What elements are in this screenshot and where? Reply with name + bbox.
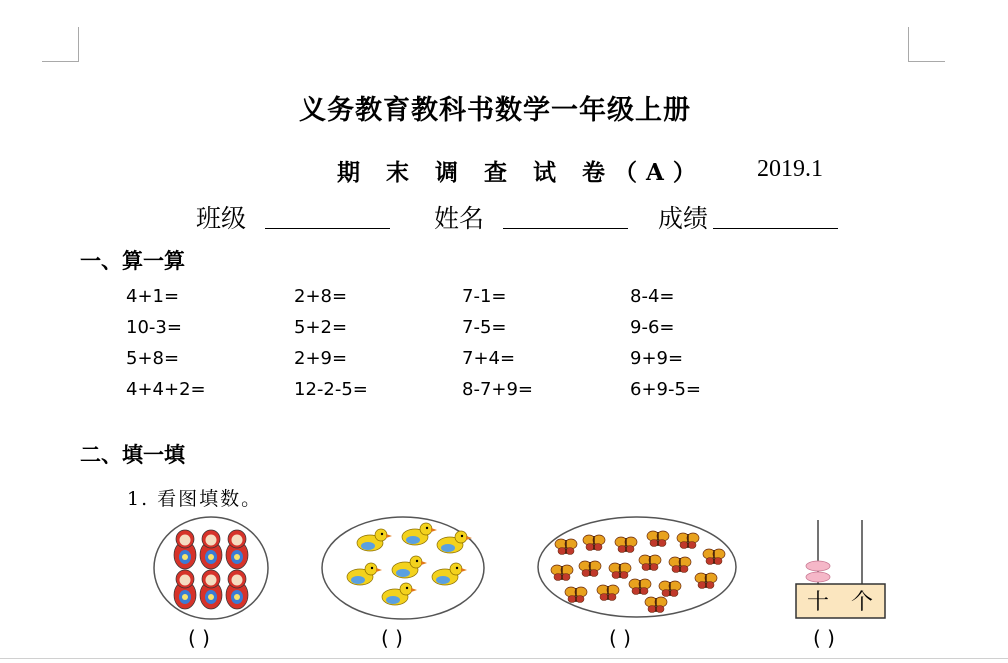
butterfly-icon bbox=[615, 537, 637, 553]
butterfly-icon bbox=[629, 579, 651, 595]
matryoshka-doll-icon bbox=[226, 570, 248, 609]
butterfly-icon bbox=[659, 581, 681, 597]
name-label: 姓名 bbox=[434, 204, 485, 233]
butterfly-icon bbox=[579, 561, 601, 577]
page-edge bbox=[0, 658, 1008, 659]
exam-subtitle: 期 末 调 查 试 卷（A） bbox=[337, 159, 705, 186]
arithmetic-problem: 9-6= bbox=[630, 317, 675, 338]
abacus-ones-label: 个 bbox=[850, 590, 874, 615]
crop-mark-top-left bbox=[42, 27, 79, 62]
abacus-bead-icon bbox=[806, 561, 830, 571]
answer-blank-butterflies[interactable]: ( ) bbox=[609, 626, 631, 650]
matryoshka-doll-icon bbox=[174, 530, 196, 569]
butterflies-picture bbox=[536, 515, 738, 619]
arithmetic-problem: 12-2-5= bbox=[294, 379, 368, 400]
matryoshka-doll-icon bbox=[200, 530, 222, 569]
butterfly-icon bbox=[677, 533, 699, 549]
butterfly-icon bbox=[551, 565, 573, 581]
butterfly-icon bbox=[647, 531, 669, 547]
class-blank[interactable] bbox=[265, 228, 390, 229]
butterfly-icon bbox=[609, 563, 631, 579]
arithmetic-problem: 7-5= bbox=[462, 317, 507, 338]
arithmetic-problem: 4+1= bbox=[126, 286, 180, 307]
matryoshka-doll-icon bbox=[200, 570, 222, 609]
section-1-heading: 一、算一算 bbox=[80, 249, 185, 273]
arithmetic-problem: 2+9= bbox=[294, 348, 348, 369]
arithmetic-problem: 4+4+2= bbox=[126, 379, 206, 400]
arithmetic-problem: 5+2= bbox=[294, 317, 348, 338]
answer-blank-abacus[interactable]: ( ) bbox=[813, 626, 835, 650]
abacus-bead-icon bbox=[806, 572, 830, 582]
matryoshka-doll-icon bbox=[174, 570, 196, 609]
butterfly-icon bbox=[703, 549, 725, 565]
abacus-picture bbox=[794, 518, 890, 622]
name-blank[interactable] bbox=[503, 228, 628, 229]
butterfly-icon bbox=[639, 555, 661, 571]
arithmetic-problem: 7+4= bbox=[462, 348, 516, 369]
arithmetic-problem: 10-3= bbox=[126, 317, 182, 338]
score-blank[interactable] bbox=[713, 228, 838, 229]
arithmetic-problem: 9+9= bbox=[630, 348, 684, 369]
butterfly-icon bbox=[669, 557, 691, 573]
answer-blank-ducks[interactable]: ( ) bbox=[381, 626, 403, 650]
section-2-heading: 二、填一填 bbox=[80, 443, 185, 467]
abacus-tens-label: 十 bbox=[806, 590, 830, 615]
matryoshka-doll-icon bbox=[226, 530, 248, 569]
arithmetic-problem: 7-1= bbox=[462, 286, 507, 307]
arithmetic-problem: 8-4= bbox=[630, 286, 675, 307]
arithmetic-problem: 8-7+9= bbox=[462, 379, 534, 400]
arithmetic-problem: 2+8= bbox=[294, 286, 348, 307]
butterfly-icon bbox=[645, 597, 667, 613]
butterfly-icon bbox=[555, 539, 577, 555]
class-label: 班级 bbox=[196, 204, 247, 233]
answer-blank-dolls[interactable]: ( ) bbox=[188, 626, 210, 650]
question-1-prompt: 1. 看图填数。 bbox=[127, 488, 263, 510]
butterfly-icon bbox=[597, 585, 619, 601]
butterfly-icon bbox=[583, 535, 605, 551]
document-title: 义务教育教科书数学一年级上册 bbox=[299, 95, 691, 126]
butterfly-icon bbox=[695, 573, 717, 589]
arithmetic-problem: 6+9-5= bbox=[630, 379, 702, 400]
crop-mark-top-right bbox=[908, 27, 945, 62]
ducks-picture bbox=[320, 515, 486, 621]
arithmetic-problem: 5+8= bbox=[126, 348, 180, 369]
score-label: 成绩 bbox=[658, 204, 709, 233]
butterfly-icon bbox=[565, 587, 587, 603]
exam-date: 2019.1 bbox=[757, 156, 823, 182]
dolls-picture bbox=[152, 515, 270, 621]
